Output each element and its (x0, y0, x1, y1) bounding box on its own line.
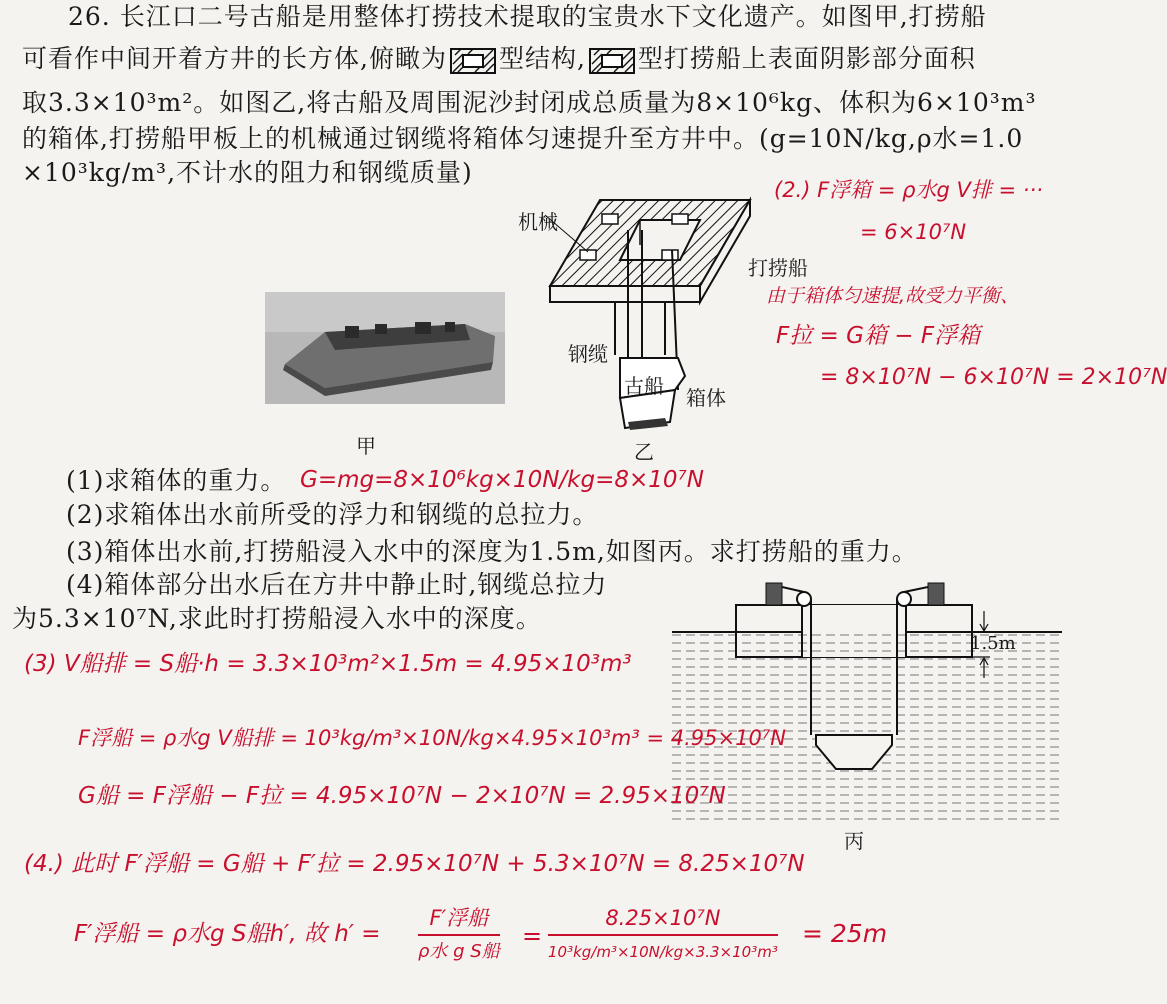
figure-label-bing: 丙 (844, 829, 864, 853)
question-3: (3)箱体出水前,打捞船浸入水中的深度为1.5m,如图丙。求打捞船的重力。 (66, 537, 918, 566)
fraction-2-denominator: 10³kg/m³×10N/kg×3.3×10³m³ (548, 943, 778, 961)
answer-4-line-2: F′浮船 = ρ水g S船h′, 故 h′ = (74, 921, 381, 947)
answer-4-fraction-2 (548, 904, 778, 966)
fraction-1-numerator: F′浮船 (418, 904, 500, 936)
depth-label: 1.5m (970, 633, 1016, 654)
ship-topview-icon (450, 48, 496, 74)
answer-4-equals: = (522, 922, 543, 950)
problem-line-5: ×10³kg/m³,不计水的阻力和钢缆质量) (22, 158, 473, 187)
problem-line-2 (22, 44, 976, 74)
problem-line-2-c: 型打捞船上表面阴影部分面积 (637, 44, 976, 73)
label-xiangti: 箱体 (686, 386, 726, 410)
answer-2-line-2: = 6×10⁷N (860, 220, 967, 244)
figure-label-yi: 乙 (634, 440, 654, 464)
answer-2-line-3: 由于箱体匀速提,故受力平衡、 (766, 285, 1020, 307)
label-jixie: 机械 (518, 210, 558, 234)
answer-3-line-2: F浮船 = ρ水g V船排 = 10³kg/m³×10N/kg×4.95×10³m³ = 4.95×10⁷N (78, 726, 786, 750)
label-dalaochuan: 打捞船 (748, 256, 808, 280)
problem-line-2-a: 可看作中间开着方井的长方体,俯瞰为 (22, 44, 447, 73)
answer-2-line-5: = 8×10⁷N − 6×10⁷N = 2×10⁷N (820, 365, 1167, 390)
answer-3-line-1: (3) V船排 = S船·h = 3.3×10³m²×1.5m = 4.95×10³m³ (24, 651, 632, 677)
answer-4-result: = 25m (802, 919, 888, 948)
problem-line-3: 取3.3×10³m²。如图乙,将古船及周围泥沙封闭成总质量为8×10⁶kg、体积为6×10³m³ (22, 88, 1037, 117)
answer-4-line-1: (4.) 此时 F′浮船 = G船 + F′拉 = 2.95×10⁷N + 5.3×10⁷N = 8.25×10⁷N (24, 851, 805, 877)
ship-topview-icon-2 (589, 48, 635, 74)
question-4a: (4)箱体部分出水后在方井中静止时,钢缆总拉力 (66, 570, 608, 599)
question-1: (1)求箱体的重力。 (66, 466, 287, 495)
answer-2-line-1: (2.) F浮箱 = ρ水g V排 = ··· (774, 178, 1043, 202)
question-4b: 为5.3×10⁷N,求此时打捞船浸入水中的深度。 (12, 604, 542, 633)
label-guchuan: 古船 (624, 374, 664, 398)
problem-line-1: 26. 长江口二号古船是用整体打捞技术提取的宝贵水下文化遗产。如图甲,打捞船 (68, 2, 987, 31)
answer-1: G=mg=8×10⁶kg×10N/kg=8×10⁷N (300, 467, 704, 493)
answer-4-fraction-1 (418, 904, 500, 966)
problem-line-2-b: 型结构, (498, 44, 586, 73)
answer-2-line-4: F拉 = G箱 − F浮箱 (776, 323, 981, 349)
answer-3-line-3: G船 = F浮船 − F拉 = 4.95×10⁷N − 2×10⁷N = 2.95×10⁷N (78, 783, 726, 809)
salvage-ship-photo (265, 292, 505, 404)
figure-label-jia: 甲 (356, 434, 376, 458)
figure-bing-diagram (672, 575, 1068, 825)
fraction-1-denominator: ρ水 g S船 (418, 941, 500, 962)
problem-line-4: 的箱体,打捞船甲板上的机械通过钢缆将箱体匀速提升至方井中。(g=10N/kg,ρ水=1.0 (22, 124, 1024, 153)
question-2: (2)求箱体出水前所受的浮力和钢缆的总拉力。 (66, 500, 599, 529)
label-ganglan: 钢缆 (568, 342, 608, 366)
fraction-2-numerator: 8.25×10⁷N (548, 904, 778, 936)
